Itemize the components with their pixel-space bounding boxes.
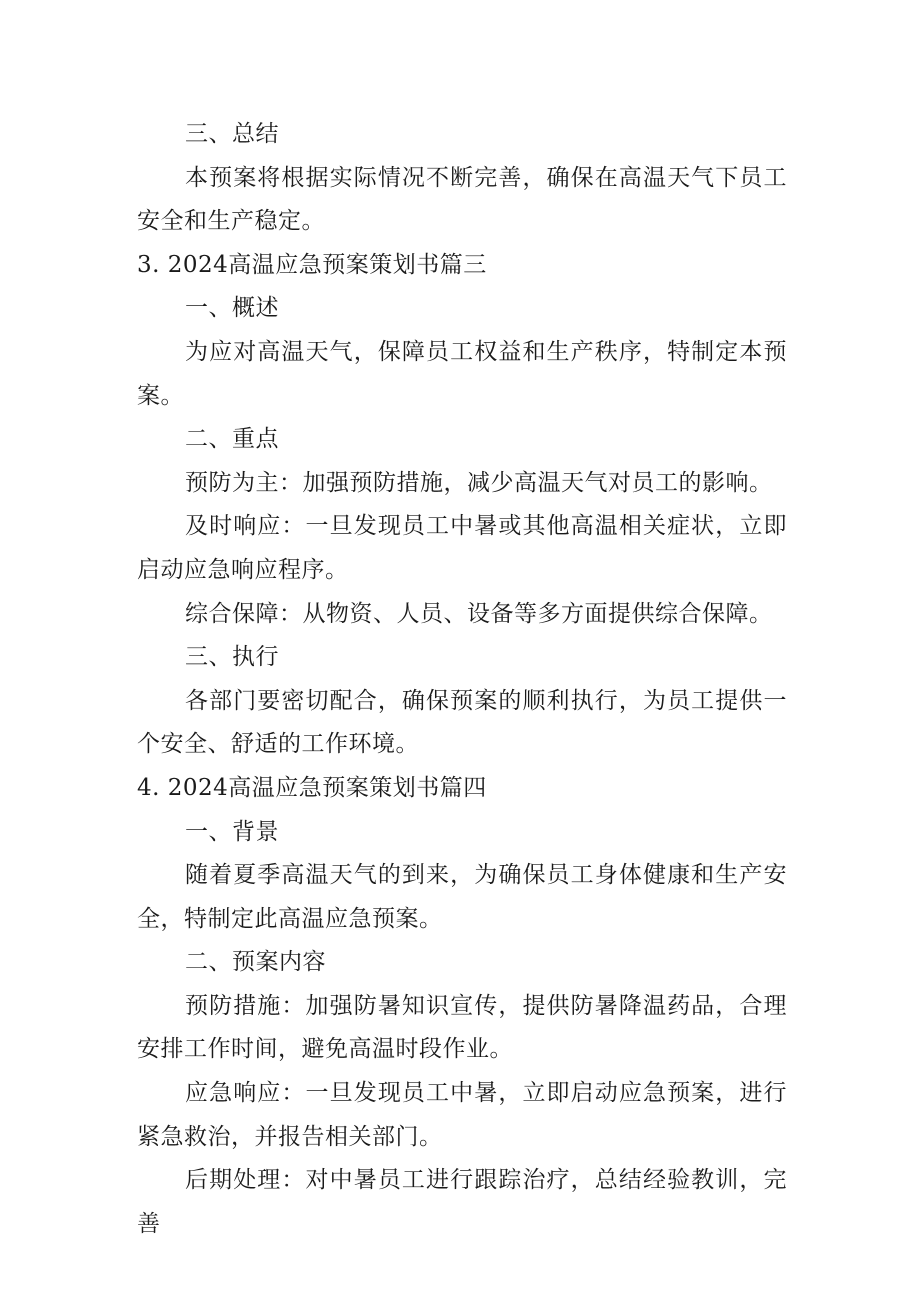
paragraph-prevention: 预防为主：加强预防措施，减少高温天气对员工的影响。 (185, 469, 773, 496)
paragraph-execution: 各部门要密切配合，确保预案的顺利执行，为员工提供一个安全、舒适的工作环境。 (137, 687, 787, 758)
paragraph-response: 及时响应：一旦发现员工中暑或其他高温相关症状，立即启动应急响应程序。 (137, 513, 787, 583)
section-heading-execution: 三、执行 (185, 644, 279, 671)
document-body (137, 113, 787, 1246)
paragraph-summary: 本预案将根据实际情况不断完善，确保在高温天气下员工安全和生产稳定。 (137, 164, 787, 235)
section-heading-background: 一、背景 (185, 818, 279, 845)
paragraph-follow-up: 后期处理：对中暑员工进行跟踪治疗，总结经验教训，完善 (137, 1167, 787, 1237)
paragraph-background: 随着夏季高温天气的到来，为确保员工身体健康和生产安全，特制定此高温应急预案。 (137, 862, 787, 932)
paragraph-emergency-response: 应急响应：一旦发现员工中暑，立即启动应急预案，进行紧急救治，并报告相关部门。 (137, 1080, 787, 1150)
section-heading-summary: 三、总结 (185, 121, 279, 147)
chapter-heading-3: 3. 2024高温应急预案策划书篇三 (137, 251, 487, 278)
section-heading-plan-content: 二、预案内容 (185, 949, 326, 976)
paragraph-prevention-measures: 预防措施：加强防暑知识宣传，提供防暑降温药品，合理安排工作时间，避免高温时段作业。 (137, 992, 787, 1063)
chapter-heading-4: 4. 2024高温应急预案策划书篇四 (137, 774, 487, 801)
section-heading-focus: 二、重点 (185, 426, 279, 453)
section-heading-overview: 一、概述 (185, 295, 279, 322)
paragraph-overview: 为应对高温天气，保障员工权益和生产秩序，特制定本预案。 (137, 338, 787, 409)
paragraph-support: 综合保障：从物资、人员、设备等多方面提供综合保障。 (185, 600, 773, 627)
